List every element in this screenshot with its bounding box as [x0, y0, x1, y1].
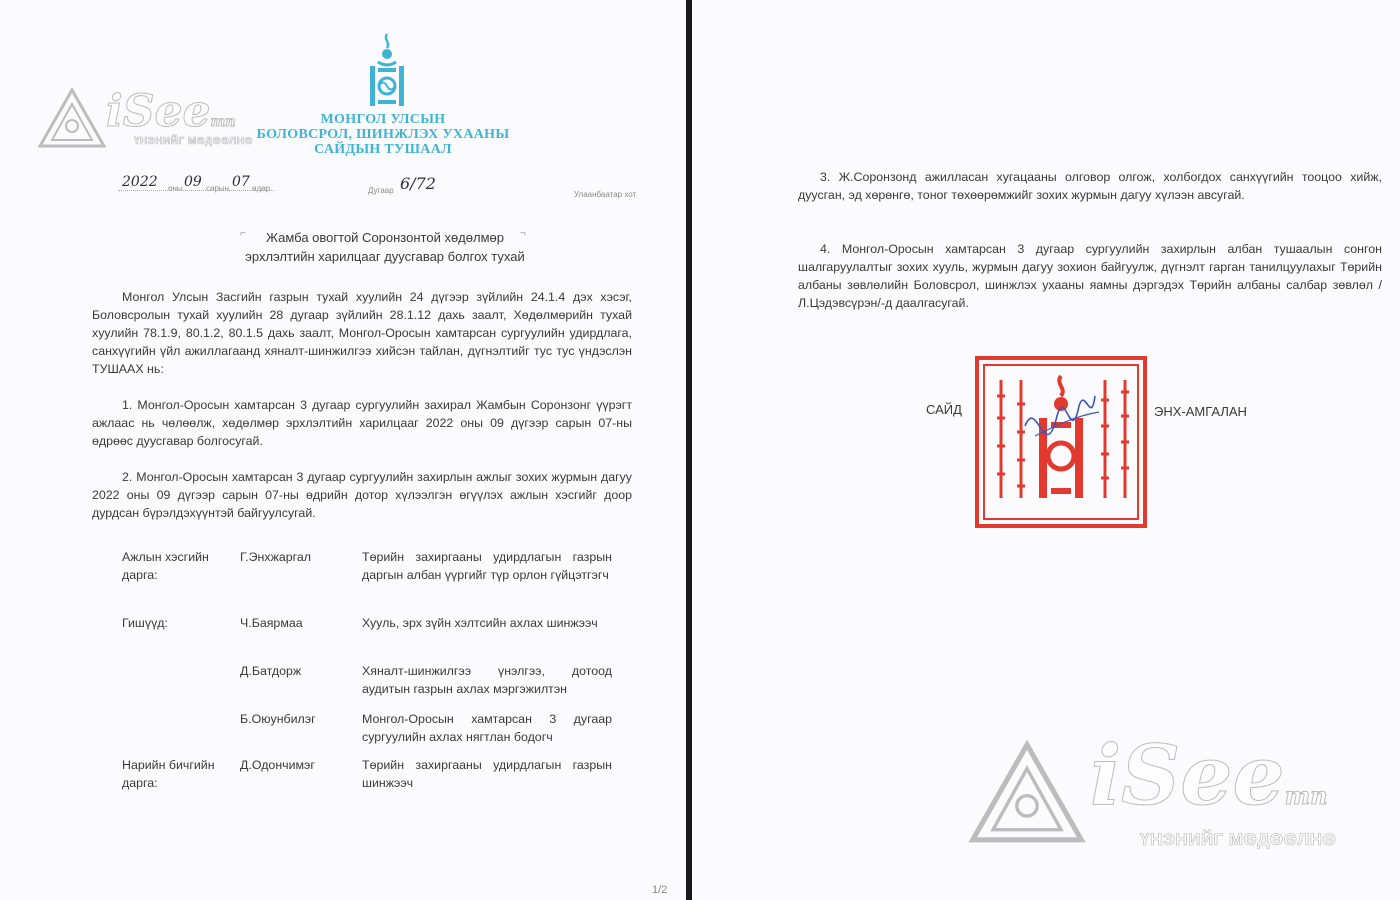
order-item-2: 2. Монгол-Оросын хамтарсан 3 дугаар сургуулийн захирлын ажлыг зохих журмын дагуу 2022 оны 09 дүгээр сарын 07-ны өдрийн дотор хүлээлгэн өгүүлэх ажлын хэсгийг доор дурдсан бүрэлдэхүүнтэй байгуулсугай. — [92, 470, 632, 520]
watermark-suffix: mn — [1284, 781, 1328, 810]
order-number: 6/72 — [400, 174, 436, 193]
committee-role: Нарийн бичгийн дарга: — [122, 758, 215, 790]
date-month: 09 — [184, 174, 202, 190]
date-year: 2022 — [122, 174, 158, 190]
committee-role: Ажлын хэсгийн дарга: — [122, 550, 209, 582]
watermark-brand: iSee — [1090, 728, 1285, 824]
committee-position: Хууль, эрх зүйн хэлтсийн ахлах шинжээч — [362, 616, 598, 630]
official-seal-icon — [975, 356, 1147, 528]
committee-list — [0, 548, 686, 798]
signature-title: САЙД — [926, 402, 962, 417]
date-day: 07 — [232, 174, 250, 190]
page-number: 1/2 — [652, 884, 668, 896]
isee-logo-icon — [962, 738, 1092, 850]
isee-watermark — [36, 86, 266, 156]
committee-name: Б.Оюунбилэг — [240, 712, 316, 726]
preamble-paragraph: Монгол Улсын Засгийн газрын тухай хуулийн 24 дүгээр зүйлийн 24.1.4 дэх хэсэг, Боловсролын тухай хуулийн 28 дугаар зүйлийн 28.1.12 дахь заалт, Хөдөлмөрийн тухай хуулийн 78.1.9, 80.1.2, 80.1.5 дахь заалт, Монгол-Оросын хамтарсан сургуулийн удирдлага, санхүүгийн үйл ажиллагаанд хяналт-шинжилгээ хийсэн тайлан, дүгнэлтийг тус тус үндэслэн ТУШААХ нь: — [92, 290, 632, 376]
date-day-label: өдөр — [252, 184, 271, 193]
isee-logo-icon — [36, 86, 108, 152]
document-page-1: iSeemn ҮНЭНИЙГ МӨДӨӨЛНӨ МОНГОЛ УЛСЫН БОЛОВСРОЛ, ШИНЖЛЭХ УХААНЫ САЙДЫН ТУШААЛ 2022 оны 09 сарын 07 өдөр Дугаар 6/72 Улаанбаатар хот Жамба овогтой Соронзонтой хөдөлмөр эрхлэлтийн харилцааг дуусгавар болгох тухай ⌐ ¬ Монгол Улсын Засгийн газрын тухай хуулийн 24 дүгээр зүйлийн 24.1.4 дэх хэсэг, Боловсролын тухай хуулийн 28 дугаар зүйлийн 28.1.12 дахь заалт, Хөдөлмөрийн тухай хуулийн 78.1.9, 80.1.2, 80.1.5 дахь заалт, Монгол-Оросын хамтарсан сургуулийн удирдлага, санхүүгийн үйл ажиллагаанд хяналт-шинжилгээ хийсэн тайлан, дүгнэлтийг тус тус үндэслэн ТУШААХ нь: 1. Монгол-Оросын хамтарсан 3 дугаар сургуулийн захирал Жамбын Соронзонг үүрэгт ажлаас нь чөлөөлж, хөдөлмөр эрхлэлтийн харилцааг 2022 оны 09 дүгээр сарын 07-ны өдрөөс дуусгавар болгосугай. 2. Монгол-Оросын хамтарсан 3 дугаар сургуулийн захирлын ажлыг зохих журмын дагуу 2022 оны 09 дүгээр сарын 07-ны өдрийн дотор хүлээлгэн өгүүлэх ажлын хэсгийг доор дурдсан бүрэлдэхүүнтэй байгуулсугай. Ажлын хэсгийн дарга: Г.Энхжаргал Төрийн захиргааны удирдлагын газрын даргын албан үүргийг түр орлон гүйцэтгэгч Гишүүд: Ч.Баярмаа Хууль, эрх зүйн хэлтсийн ахлах шинжээч Д.Батдорж Хяналт-шинжилгээ үнэлгээ, дотоод аудитын газрын ахлах мэргэжилтэн Б.Оюунбилэг Монгол-Оросын хамтарсан 3 дугаар сургуулийн ахлах нягтлан бодогч Нарийн бичгийн дарга: Д.Одончимэг Төрийн захиргааны удирдлагын газрын шинжээч 1/2 — [0, 0, 686, 900]
committee-row — [0, 548, 686, 604]
ministry-line-3: САЙДЫН ТУШААЛ — [314, 142, 452, 157]
date-month-label: сарын — [206, 184, 230, 193]
committee-name: Ч.Баярмаа — [240, 616, 303, 630]
committee-position: Төрийн захиргааны удирдлагын газрын даргын албан үүргийг түр орлон гүйцэтгэгч — [362, 550, 612, 582]
soyombo-emblem-icon — [366, 32, 408, 110]
watermark-brand: iSee — [106, 86, 211, 137]
ministry-line-1: МОНГОЛ УЛСЫН — [320, 112, 446, 127]
committee-position: Монгол-Оросын хамтарсан 3 дугаар сургуулийн ахлах нягтлан бодогч — [362, 712, 612, 744]
watermark-slogan: ҮНЭНИЙГ МӨДӨӨЛНӨ — [134, 136, 253, 147]
order-item-1: 1. Монгол-Оросын хамтарсан 3 дугаар сургуулийн захирал Жамбын Соронзонг үүрэгт ажлаас нь чөлөөлж, хөдөлмөр эрхлэлтийн харилцааг 2022 оны 09 дүгээр сарын 07-ны өдрөөс дуусгавар болгосугай. — [92, 398, 632, 448]
document-title — [200, 228, 570, 266]
order-item-3: 3. Ж.Соронзонд ажилласан хугацааны олговор олгож, холбогдох санхүүгийн тооцоо хийж, дуусган, эд хөрөнгө, тоног төхөөрөмжийг зохих журмын дагуу хүлээн авсугай. — [798, 170, 1382, 202]
committee-row — [0, 756, 686, 796]
order-item-4: 4. Монгол-Оросын хамтарсан 3 дугаар сургуулийн захирлын албан тушаалын сонгон шалгаруулалтыг зохих хууль, журмын дагуу зохион байгуулж, дүгнэлт гарган танилцуулахыг Төрийн албаны зөвлөлийн Боловсрол, шинжлэх ухааны яамны дэргэдэх Төрийн албаны салбар зөвлөл /Л.Цэдэвсүрэн/-д даалгасугай. — [798, 242, 1382, 310]
date-line — [118, 174, 278, 196]
committee-name: Д.Одончимэг — [240, 758, 315, 772]
title-line-1: Жамба овогтой Соронзонтой хөдөлмөр — [266, 230, 504, 245]
order-label: Дугаар — [368, 186, 394, 195]
watermark-slogan: ҮНЭНИЙГ МӨДӨӨЛНӨ — [1140, 830, 1337, 849]
committee-row — [0, 614, 686, 654]
committee-position: Төрийн захиргааны удирдлагын газрын шинжээч — [362, 758, 612, 790]
signature-name-visible: ЭНХ-АМГАЛАН — [1154, 404, 1247, 419]
ministry-header — [248, 112, 518, 157]
ministry-line-2: БОЛОВСРОЛ, ШИНЖЛЭХ УХААНЫ — [256, 127, 510, 142]
date-year-label: оны — [168, 184, 183, 193]
place-label: Улаанбаатар хот — [574, 190, 637, 199]
committee-name: Г.Энхжаргал — [240, 550, 312, 564]
committee-row — [0, 710, 686, 750]
order-number-line — [368, 174, 448, 198]
watermark-suffix: mn — [210, 114, 236, 130]
committee-position: Хяналт-шинжилгээ үнэлгээ, дотоод аудитын газрын ахлах мэргэжилтэн — [362, 664, 612, 696]
isee-watermark — [962, 728, 1382, 858]
title-line-2: эрхлэлтийн харилцааг дуусгавар болгох тухай — [245, 249, 525, 264]
committee-role: Гишүүд: — [122, 616, 168, 630]
committee-name: Д.Батдорж — [240, 664, 302, 678]
committee-row — [0, 662, 686, 702]
